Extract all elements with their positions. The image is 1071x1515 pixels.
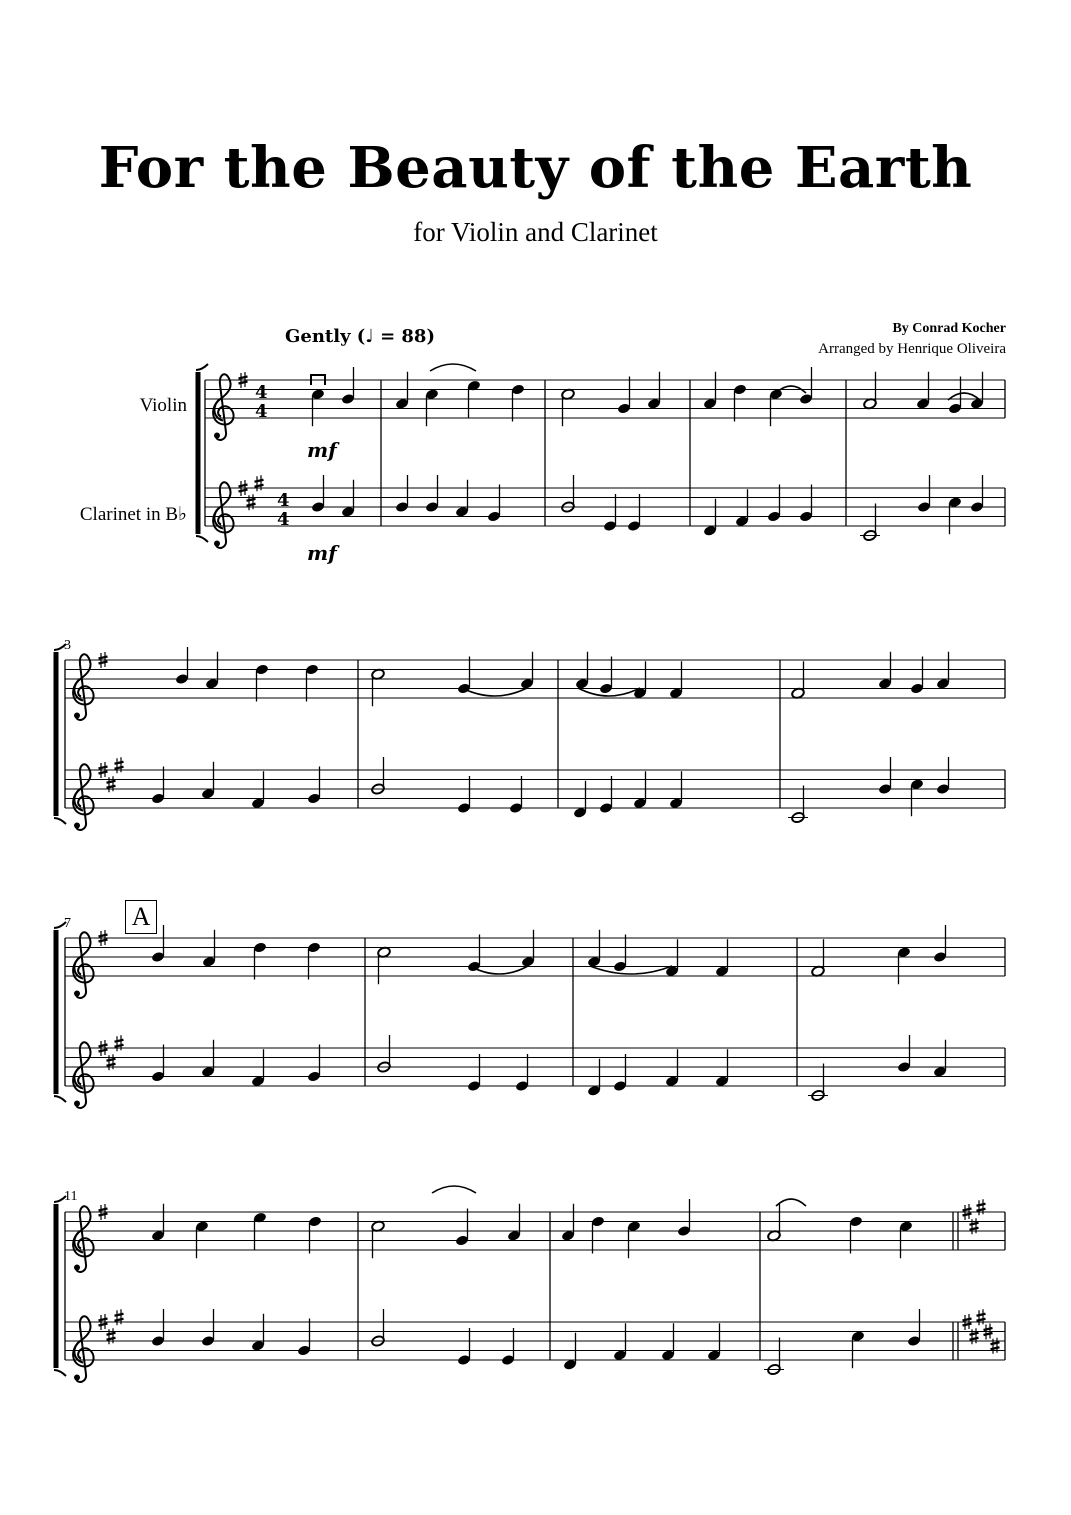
slur [462,688,527,696]
sharp-icon [991,1338,1000,1354]
treble-clef-icon [213,374,233,440]
measure-number: 11 [64,1189,78,1204]
slur [430,364,476,371]
time-signature-numerator: 4 [255,382,268,403]
treble-clef-icon [73,764,93,830]
bracket-hook [54,818,66,824]
treble-clef-icon [73,1206,93,1272]
sharp-icon [970,1328,979,1344]
sharp-icon [970,1218,979,1234]
bracket-hook [196,364,208,370]
sharp-icon [107,776,116,792]
dynamic-clarinet: mf [307,541,337,565]
composer-credit: By Conrad Kocher [892,321,1006,336]
sharp-icon [255,475,264,491]
treble-clef-icon [73,654,93,720]
time-signature-numerator: 4 [277,490,290,511]
sharp-icon [977,1199,986,1215]
bracket-hook [196,536,208,542]
arranger-credit: Arranged by Henrique Oliveira [818,341,1006,357]
treble-clef-icon [213,482,233,548]
treble-clef-icon [73,932,93,998]
sharp-icon [247,494,256,510]
time-signature-denominator: 4 [255,401,268,422]
instrument-label-violin: Violin [139,395,187,416]
dynamic-violin: mf [307,438,337,462]
slur [590,966,672,974]
treble-clef-icon [73,1316,93,1382]
bracket-hook [54,644,66,650]
bracket-hook [54,1370,66,1376]
score-title: For the Beauty of the Earth [98,135,973,201]
rehearsal-mark: A [125,900,157,934]
sharp-icon [115,1035,124,1051]
measure-number: 3 [64,638,71,653]
slur [776,1199,806,1206]
bracket-hook [54,922,66,928]
score-subtitle: for Violin and Clarinet [413,217,658,247]
bracket-hook [54,1096,66,1102]
sharp-icon [115,757,124,773]
measure-number: 7 [64,916,71,931]
treble-clef-icon [73,1042,93,1108]
sharp-icon [977,1309,986,1325]
slur [432,1186,476,1193]
sharp-icon [107,1054,116,1070]
sharp-icon [115,1309,124,1325]
time-signature-denominator: 4 [277,509,290,530]
sharp-icon [107,1328,116,1344]
tempo-marking: Gently (♩ = 88) [285,326,435,347]
instrument-label-clarinet: Clarinet in B♭ [79,504,187,525]
bracket-hook [54,1196,66,1202]
